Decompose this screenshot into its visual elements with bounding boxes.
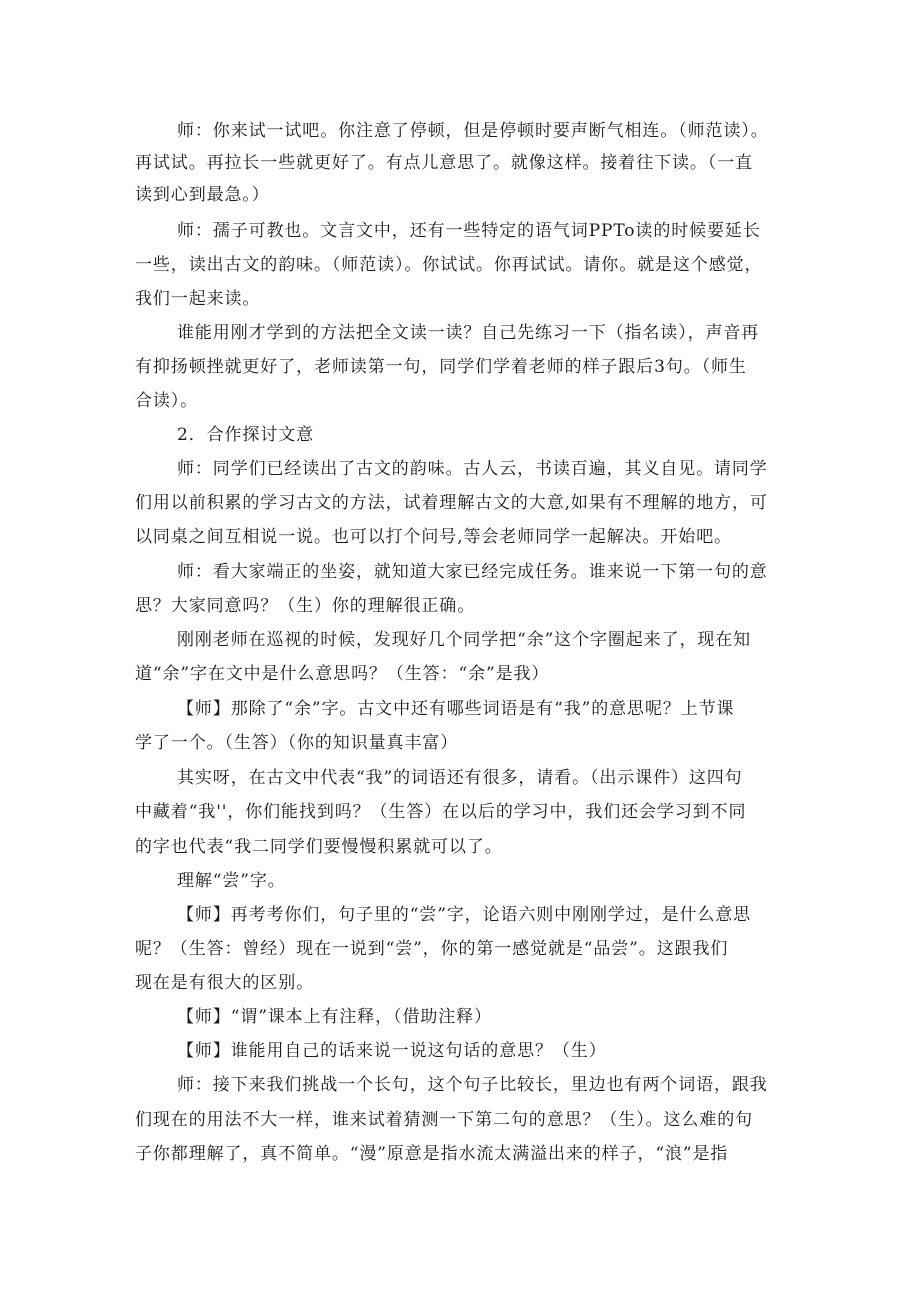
paragraph-line: 呢？（生答：曾经）现在一说到“尝”，你的第一感觉就是“品尝”。这跟我们 — [135, 939, 729, 959]
paragraph-line: 们用以前积累的学习古文的方法，试着理解古文的大意,如果有不理解的地方，可 — [135, 493, 768, 513]
paragraph-line: 【师】那除了“余”字。古文中还有哪些词语是有“我”的意思呢？上节课 — [177, 699, 735, 719]
paragraph-line: 的字也代表“我二同学们要慢慢积累就可以了。 — [135, 837, 503, 857]
paragraph-line: 【师】谁能用自己的话来说一说这句话的意思？（生） — [177, 1041, 607, 1061]
paragraph-line: 刚刚老师在巡视的时候，发现好几个同学把“余”这个字圈起来了，现在知 — [177, 630, 752, 650]
paragraph-line: 道“余”字在文中是什么意思吗？（生答：“余”是我） — [135, 664, 550, 684]
paragraph-line: 一些，读出古文的韵味。（师范读）。你试试。你再试试。请你。就是这个感觉， — [135, 255, 763, 275]
section-heading: 2．合作探讨文意 — [177, 425, 315, 445]
paragraph-line: 合读）。 — [135, 391, 199, 411]
paragraph-line: 【师】再考考你们，句子里的“尝”字，论语六则中刚刚学过，是什么意思 — [177, 905, 752, 925]
paragraph-line: 子你都理解了，真不简单。“漫”原意是指水流太满溢出来的样子，“浪”是指 — [135, 1144, 729, 1164]
paragraph-line: 读到心到最急。） — [135, 185, 270, 205]
paragraph-line: 谁能用刚才学到的方法把全文读一读？自己先练习一下（指名读），声音再 — [177, 323, 760, 343]
paragraph-line: 再试试。再拉长一些就更好了。有点儿意思了。就像这样。接着往下读。（一直 — [135, 153, 753, 173]
paragraph-line: 师：孺子可教也。文言文中，还有一些特定的语气词PPTo读的时候要延长 — [177, 221, 761, 241]
paragraph-line: 有抑扬顿挫就更好了，老师读第一句，同学们学着老师的样子跟后3句。（师生 — [135, 357, 747, 377]
paragraph-line: 师：同学们已经读出了古文的韵味。古人云，书读百遍，其义自见。请同学 — [177, 459, 768, 479]
paragraph-line: 我们一起来读。 — [135, 289, 261, 309]
paragraph-line: 们现在的用法不大一样，谁来试着猜测一下第二句的意思？（生）。这么难的句 — [135, 1110, 753, 1130]
paragraph-line: 理解“尝”字。 — [177, 871, 286, 891]
paragraph-line: 思？大家同意吗？（生）你的理解很正确。 — [135, 596, 476, 616]
paragraph-line: 其实呀，在古文中代表“我”的词语还有很多，请看。（出示课件）这四句 — [177, 768, 743, 788]
paragraph-line: 学了一个。（生答）（你的知识量真丰富） — [135, 733, 459, 753]
paragraph-line: 师：看大家端正的坐姿，就知道大家已经完成任务。谁来说一下第一句的意 — [177, 562, 768, 582]
paragraph-line: 中藏着“我''，你们能找到吗？（生答）在以后的学习中，我们还会学习到不同 — [135, 802, 747, 822]
paragraph-line: 以同桌之间互相说一说。也可以打个问号,等会老师同学一起解决。开始吧。 — [135, 527, 733, 547]
paragraph-line: 【师】“谓”课本上有注释，（借助注释） — [177, 1007, 492, 1027]
paragraph-line: 师：接下来我们挑战一个长句，这个句子比较长，里边也有两个词语，跟我 — [177, 1075, 768, 1095]
paragraph-line: 师：你来试一试吧。你注意了停顿，但是停顿时要声断气相连。（师范读）。 — [177, 121, 769, 141]
paragraph-line: 现在是有很大的区别。 — [135, 973, 314, 993]
